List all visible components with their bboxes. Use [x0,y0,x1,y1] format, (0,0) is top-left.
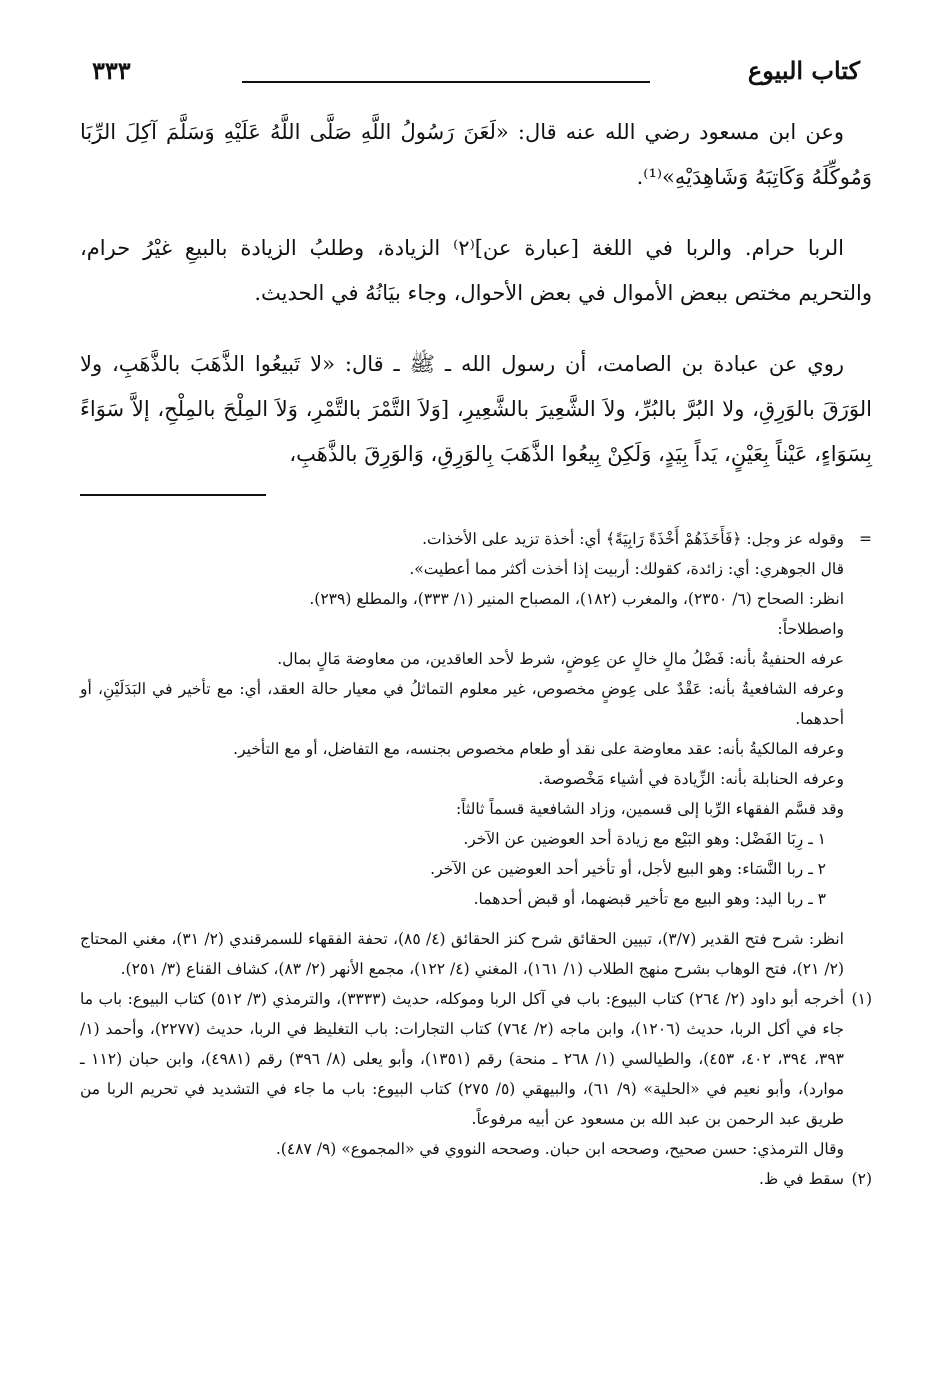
page-header [92,56,860,90]
note-line: وعرفه المالكيةُ بأنه: عقد معاوضة على نقد أو طعام مخصوص بجنسه، مع التفاضل، أو مع التأخير. [233,740,844,758]
note-line: وقوله عز وجل: ﴿فَأَخَذَهُمْ أَخْذَةً رَابِيَةً﴾ أي: أخذة تزيد على الأخذات. [422,530,844,548]
footnote-1-continued: وقال الترمذي: حسن صحيح، وصححه ابن حبان. وصححه النووي في «المجموع» (٩/ ٤٨٧). [275,1140,844,1158]
footnote-continuation [80,524,872,554]
note-line: وعرفه الشافعيةُ بأنه: عَقْدٌ على عِوضٍ مخصوص، غير معلوم التماثلُ في معيار حالة العقد، أي: مع تأخير في البَدَلَيْنِ، أو أحدهما. [80,680,844,728]
page-number: ٣٣٣ [92,56,131,85]
footnotes [80,524,872,1194]
note-references: انظر: شرح فتح القدير (٣/٧)، تبيين الحقائق شرح كنز الحقائق (٤/ ٨٥)، تحفة الفقهاء للسمرقندي (٢/ ٣١)، مغني المحتاج (٢/ ٢١)، فتح الوهاب بشرح منهج الطلاب (١/ ١٦١)، المغني (٤/ ١٢٢)، مجمع الأنهر (٢/ ٨٣)، كشاف القناع (٣/ ٢٥١). [80,930,844,978]
footnote-1 [80,984,872,1134]
footnote-separator [80,494,266,496]
chapter-title: كتاب البيوع [747,56,860,85]
continuation-mark: = [859,530,872,548]
footnote-2 [80,1164,872,1194]
note-list-item: ٢ ـ ربا النَّسَاء: وهو البيع لأجل، أو تأخير أحد العوضين عن الآخر. [430,860,826,878]
header-rule [242,81,650,83]
note-line: انظر: الصحاح (٦/ ٢٣٥٠)، والمغرب (١٨٢)، المصباح المنير (١/ ٣٣٣)، والمطلع (٢٣٩). [309,590,844,608]
footnote-1-marker: (١) [851,990,872,1008]
note-list-item: ٣ ـ ربا اليد: وهو البيع مع تأخير قبضهما، أو قبض أحدهما. [473,890,826,908]
footnote-2-text: سقط في ظ. [759,1170,844,1188]
note-line: واصطلاحاً: [777,620,844,638]
main-text [80,110,872,503]
note-line: وعرفه الحنابلة بأنه: الزِّيادة في أشياء مَخْصوصة. [538,770,844,788]
paragraph-2: الربا حرام. والربا في اللغة [عبارة عن]⁽٢⁾ الزيادة، وطلبُ الزيادة بالبيعِ غيْرُ حرام، والتحريم مختص ببعض الأموال في بعض الأحوال، وجاء بيَانُهُ في الحديث. [80,236,872,305]
paragraph-3: روي عن عبادة بن الصامت، أن رسول الله ـ ﷺ ـ قال: «لا تَبيعُوا الذَّهَبَ بالذَّهَبِ، ولا الوَرَقَ بالوَرِقِ، ولا البُرَّ بالبُرِّ، ولاَ الشَّعِيرَ بالشَّعِيرِ، [وَلاَ التَّمْرَ بالتَّمْرِ، وَلاَ المِلْحَ بالمِلْحِ، إلاَّ سَوَاءً بِسَوَاءٍ، عَيْناً بِعَيْنٍ، يَداً بِيَدٍ، وَلَكِنْ بِيعُوا الذَّهَبَ بِالوَرِقِ، وَالوَرِقَ بالذَّهَبِ، [80,352,872,466]
footnote-1-text: أخرجه أبو داود (٢/ ٢٦٤) كتاب البيوع: باب في آكل الربا وموكله، حديث (٣٣٣٣)، والترمذي (٣/ ٥١٢) كتاب البيوع: باب ما جاء في أكل الربا، حديث (١٢٠٦)، وابن ماجه (٢/ ٧٦٤) كتاب التجارات: باب التغليظ في الربا، حديث (٢٢٧٧)، وأحمد (١/ ٣٩٣، ٣٩٤، ٤٠٢، ٤٥٣)، والطيالسي (١/ ٢٦٨ ـ منحة) رقم (١٣٥١)، وأبو يعلى (٨/ ٣٩٦) رقم (٤٩٨١)، وابن حبان (١١٢ ـ موارد)، وأبو نعيم في «الحلية» (٩/ ٦١)، والبيهقي (٥/ ٢٧٥) كتاب البيوع: باب ما جاء في التشديد في تحريم الربا من طريق عبد الرحمن بن عبد الله بن مسعود عن أبيه مرفوعاً. [80,990,845,1128]
paragraph-1: وعن ابن مسعود رضي الله عنه قال: «لَعَنَ رَسُولُ اللَّهِ صَلَّى اللَّهُ عَلَيْهِ وَسَلَّمَ آكِلَ الرِّبَا وَمُوكِّلَهُ وَكَاتِبَهُ وَشَاهِدَيْهِ»⁽¹⁾. [80,120,872,189]
note-line: عرفه الحنفيةُ بأنه: فَضْلُ مالٍ خالٍ عن عِوضٍ، شرط لأحد العاقدين، من معاوضة مَالٍ بمال. [277,650,844,668]
note-line: قال الجوهري: أي: زائدة، كقولك: أربيت إذا أخذت أكثر مما أعطيت». [409,560,844,578]
note-list-item: ١ ـ رِبَا الفَضْل: وهو البَيْع مع زيادة أحد العوضين عن الآخر. [463,830,826,848]
footnote-2-marker: (٢) [851,1170,872,1188]
note-line: وقد قسَّم الفقهاء الرِّبا إلى قسمين، وزاد الشافعية قسماً ثالثاً: [456,800,844,818]
